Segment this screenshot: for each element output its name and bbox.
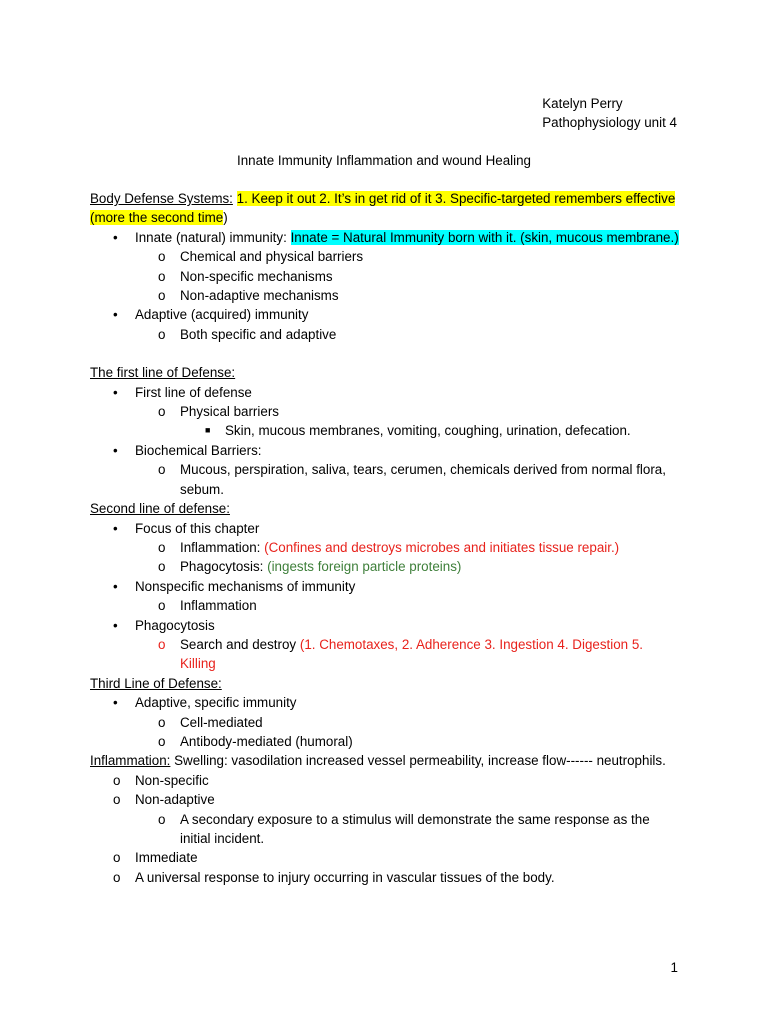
search-note: (1. Chemotaxes, 2. Adherence 3. Ingestion 4. Digestion 5. Killing — [180, 636, 644, 672]
list-item — [90, 383, 680, 402]
first-line-heading: The first line of Defense: — [90, 365, 236, 381]
document-body — [90, 189, 680, 887]
list-item-text: A universal response to injury occurring in vascular tissues of the body. — [135, 869, 555, 885]
inflammation-paragraph — [90, 751, 680, 770]
list-item-text: Skin, mucous membranes, vomiting, coughing, urination, defecation. — [225, 423, 631, 439]
circle-bullet-icon: o — [113, 869, 121, 885]
list-item-text: Immediate — [135, 850, 198, 866]
list-item-text: Biochemical Barriers: — [135, 442, 262, 458]
circle-bullet-icon: o — [158, 811, 166, 827]
list-item — [90, 228, 680, 247]
list-item-text: Adaptive, specific immunity — [135, 695, 297, 711]
bullet-icon: • — [113, 307, 118, 323]
bullet-icon: • — [113, 617, 118, 633]
body-defense-paragraph — [90, 189, 680, 228]
list-item — [90, 441, 680, 460]
circle-bullet-icon: o — [158, 326, 166, 342]
body-defense-heading: Body Defense Systems: — [90, 191, 233, 206]
list-item — [90, 247, 680, 266]
bullet-icon: • — [113, 384, 118, 400]
list-item-text: Antibody-mediated (humoral) — [180, 733, 353, 749]
bullet-icon: • — [113, 442, 118, 458]
list-item-text: Non-adaptive mechanisms — [180, 288, 339, 304]
bullet-icon: • — [113, 695, 118, 711]
list-item — [90, 771, 680, 790]
body-defense-close: ) — [223, 210, 228, 226]
list-item-text: Non-specific mechanisms — [180, 268, 333, 284]
circle-bullet-icon: o — [158, 539, 166, 555]
list-item — [90, 305, 680, 324]
circle-bullet-icon: o — [113, 850, 121, 866]
list-item — [90, 790, 680, 809]
circle-bullet-icon: o — [158, 559, 166, 575]
list-item — [90, 325, 680, 344]
circle-bullet-icon: o — [113, 792, 121, 808]
inflammation-label: Inflammation: — [180, 539, 261, 555]
list-item — [90, 460, 680, 499]
list-item — [90, 519, 680, 538]
first-line-heading-row — [90, 363, 680, 382]
document-title: Innate Immunity Inflammation and wound Healing — [236, 153, 531, 168]
course-name: Pathophysiology unit 4 — [542, 115, 677, 130]
list-item-text: Focus of this chapter — [135, 520, 260, 536]
body-defense-highlight: 1. Keep it out 2. It’s in get rid of it 3. Specific-targeted remembers effective (more the second time — [90, 191, 676, 226]
list-item — [90, 421, 680, 440]
square-bullet-icon: ■ — [205, 425, 211, 436]
list-item — [90, 286, 680, 305]
list-item-text: Adaptive (acquired) immunity — [135, 307, 309, 323]
circle-bullet-icon: o — [158, 598, 166, 614]
third-line-heading: Third Line of Defense: — [90, 675, 222, 691]
list-item-text: First line of defense — [135, 384, 252, 400]
list-item-text: Chemical and physical barriers — [180, 249, 364, 265]
list-item-text: Both specific and adaptive — [180, 326, 337, 342]
list-item — [90, 810, 680, 849]
circle-bullet-icon: o — [158, 288, 166, 304]
list-item-text: Nonspecific mechanisms of immunity — [135, 578, 356, 594]
circle-bullet-icon: o — [158, 268, 166, 284]
inflammation-text: Swelling: vasodilation increased vessel permeability, increase flow------ neutrophils. — [174, 753, 666, 769]
search-label: Search and destroy — [180, 636, 297, 652]
list-item-text: Mucous, perspiration, saliva, tears, cerumen, chemicals derived from normal flora, sebum. — [180, 462, 666, 497]
page-number: 1 — [670, 960, 678, 975]
innate-label: Innate (natural) immunity: — [135, 229, 287, 245]
list-item — [90, 538, 680, 557]
list-item-text: A secondary exposure to a stimulus will demonstrate the same response as the initial incident. — [180, 811, 650, 846]
second-line-heading: Second line of defense: — [90, 501, 230, 517]
phagocytosis-note: (ingests foreign particle proteins) — [267, 559, 462, 575]
author-block — [542, 94, 677, 132]
list-item-text: Cell-mediated — [180, 714, 263, 730]
list-item-text: Inflammation — [180, 598, 257, 614]
circle-bullet-icon: o — [158, 462, 166, 478]
circle-bullet-icon: o — [158, 636, 166, 652]
list-item — [90, 693, 680, 712]
third-line-heading-row — [90, 674, 680, 693]
circle-bullet-icon: o — [158, 714, 166, 730]
second-line-heading-row — [90, 499, 680, 518]
list-item — [90, 732, 680, 751]
list-item-text: Non-specific — [135, 772, 209, 788]
bullet-icon: • — [113, 578, 118, 594]
list-item — [90, 267, 680, 286]
bullet-icon: • — [113, 229, 118, 245]
inflammation-heading: Inflammation: — [90, 753, 171, 769]
circle-bullet-icon: o — [158, 404, 166, 420]
list-item-text: Physical barriers — [180, 404, 279, 420]
list-item — [90, 577, 680, 596]
list-item — [90, 616, 680, 635]
list-item-text: Phagocytosis — [135, 617, 215, 633]
author-name: Katelyn Perry — [542, 96, 623, 111]
list-item — [90, 402, 680, 421]
list-item — [90, 635, 680, 674]
phagocytosis-label: Phagocytosis: — [180, 559, 264, 575]
bullet-icon: • — [113, 520, 118, 536]
circle-bullet-icon: o — [113, 772, 121, 788]
circle-bullet-icon: o — [158, 733, 166, 749]
list-item-text: Non-adaptive — [135, 792, 215, 808]
list-item — [90, 713, 680, 732]
list-item — [90, 848, 680, 867]
circle-bullet-icon: o — [158, 249, 166, 265]
list-item — [90, 596, 680, 615]
inflammation-note: (Confines and destroys microbes and initiates tissue repair.) — [264, 539, 620, 555]
list-item — [90, 557, 680, 576]
innate-note: Innate = Natural Immunity born with it. (skin, mucous membrane.) — [290, 229, 679, 245]
list-item — [90, 868, 680, 887]
